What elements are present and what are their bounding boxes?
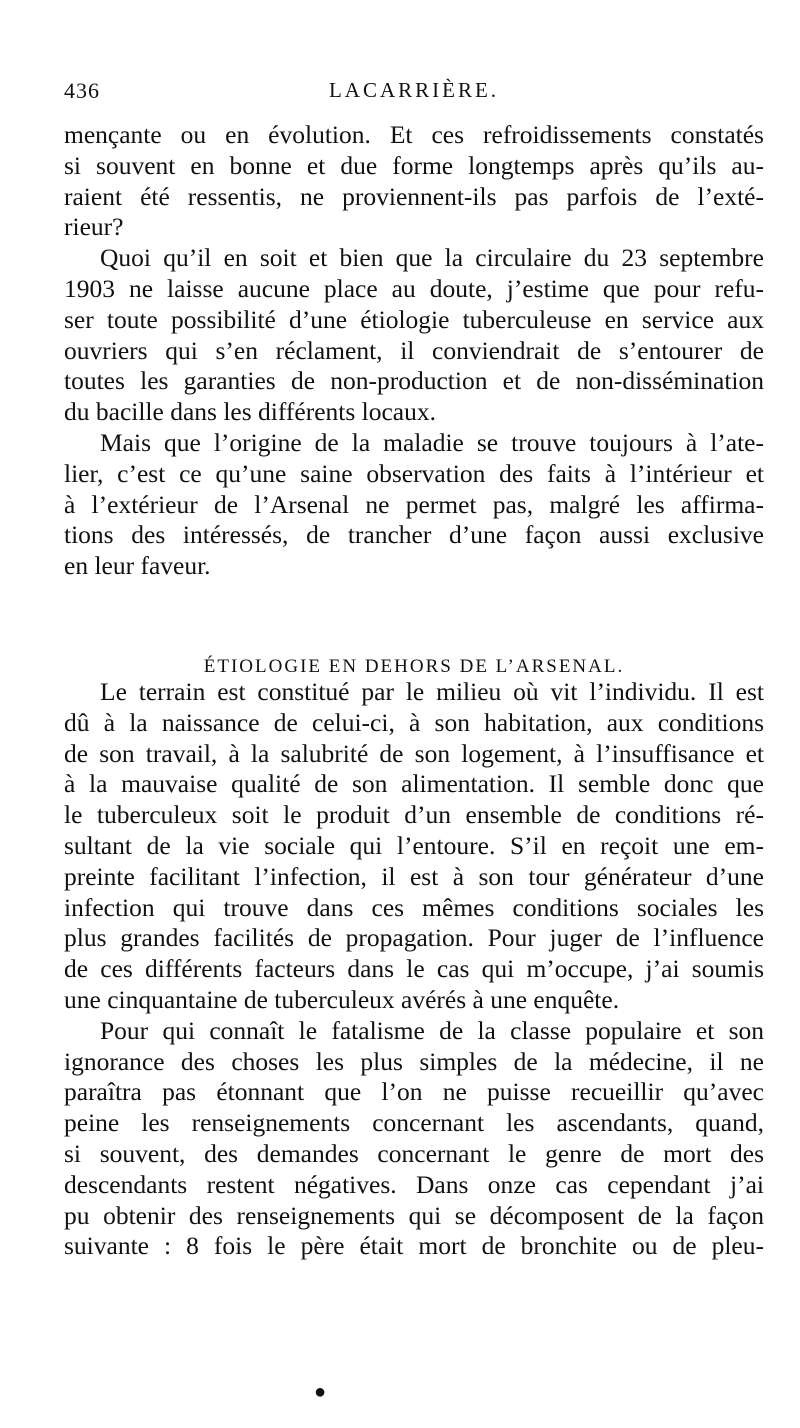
text-line: Quoi qu’il en soit et bien que la circulaire du 23 septembre — [100, 243, 764, 273]
text-line: ser toute possibilité d’une étiologie tuberculeuse en service aux — [64, 304, 764, 334]
text-line: en leur faveur. — [64, 551, 211, 581]
text-line: dû à la naissance de celui-ci, à son habitation, aux conditions — [64, 707, 764, 737]
text-line: de son travail, à la salubrité de son logement, à l’insuffisance et — [64, 738, 764, 768]
text-line: mençante ou en évolution. Et ces refroidissements constatés — [64, 120, 764, 149]
paragraph — [64, 120, 764, 243]
paragraph — [64, 1016, 764, 1262]
text-line: rieur? — [64, 212, 124, 242]
running-head: LACARRIÈRE. — [328, 78, 500, 102]
body-text-bottom — [64, 677, 764, 1262]
text-line: paraîtra pas étonnant que l’on ne puisse recueillir qu’avec — [64, 1077, 764, 1107]
paragraph — [64, 428, 764, 582]
paragraph — [64, 677, 764, 1016]
section-heading: ÉTIOLOGIE EN DEHORS DE L’ARSENAL. — [203, 656, 625, 677]
text-line: à la mauvaise qualité de son alimentation. Il semble donc que — [64, 769, 764, 799]
body-text-top — [64, 120, 764, 582]
text-line: Mais que l’origine de la maladie se trouve toujours à l’ate- — [100, 427, 764, 457]
text-line: ignorance des choses les plus simples de la médecine, il ne — [64, 1046, 764, 1076]
text-line: de ces différents facteurs dans le cas qui m’occupe, j’ai soumis — [64, 954, 764, 984]
text-line: le tuberculeux soit le produit d’un ensemble de conditions ré- — [64, 800, 764, 830]
text-line: une cinquantaine de tuberculeux avérés à une enquête. — [64, 984, 620, 1014]
text-line: tions des intéressés, de trancher d’une façon aussi exclusive — [64, 520, 764, 550]
text-line: 1903 ne laisse aucune place au doute, j’estime que pour refu- — [64, 273, 764, 303]
text-line: plus grandes facilités de propagation. Pour juger de l’influence — [64, 923, 764, 953]
text-line: si souvent, des demandes concernant le genre de mort des — [64, 1138, 764, 1168]
text-line: toutes les garanties de non-production et de non-dissémination — [64, 366, 764, 396]
text-line: preinte facilitant l’infection, il est à son tour générateur d’une — [64, 861, 764, 891]
text-line: lier, c’est ce qu’une saine observation des faits à l’intérieur et — [64, 458, 764, 488]
text-line: à l’extérieur de l’Arsenal ne permet pas, malgré les affirma- — [64, 489, 764, 519]
text-line: si souvent en bonne et due forme longtemps après qu’ils au- — [64, 150, 764, 180]
page-number: 436 — [64, 78, 100, 103]
text-line: Le terrain est constitué par le milieu où vit l’individu. Il est — [100, 677, 764, 706]
text-line: raient été ressentis, ne proviennent-ils pas parfois de l’exté- — [64, 181, 764, 211]
text-line: descendants restent négatives. Dans onze cas cependant j’ai — [64, 1169, 764, 1199]
text-line: infection qui trouve dans ces mêmes conditions sociales les — [64, 892, 764, 922]
text-line: pu obtenir des renseignements qui se décomposent de la façon — [64, 1200, 764, 1230]
page-header — [64, 78, 764, 108]
text-line: sultant de la vie sociale qui l’entoure. S’il en reçoit une em- — [64, 830, 764, 860]
footer-mark: ● — [314, 1381, 327, 1403]
text-line: Pour qui connaît le fatalisme de la classe populaire et son — [100, 1015, 764, 1045]
text-line: suivante : 8 fois le père était mort de bronchite ou de pleu- — [64, 1231, 764, 1261]
text-line: du bacille dans les différents locaux. — [64, 397, 436, 427]
paragraph — [64, 243, 764, 428]
text-line: peine les renseignements concernant les ascendants, quand, — [64, 1108, 764, 1138]
text-line: ouvriers qui s’en réclament, il conviendrait de s’entourer de — [64, 335, 764, 365]
